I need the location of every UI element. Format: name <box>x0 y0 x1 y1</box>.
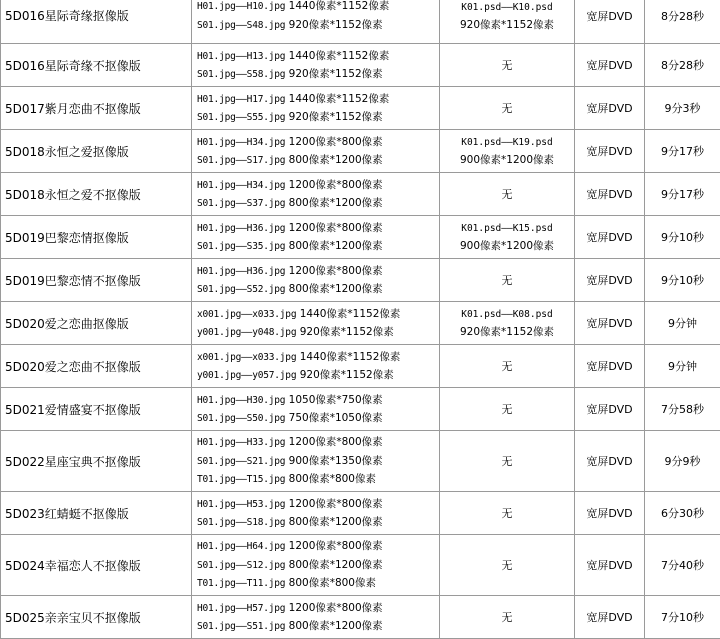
image-file-list <box>192 44 440 87</box>
file-range-line <box>197 599 439 618</box>
file-range-line <box>197 617 439 636</box>
file-resolution: 1440像素*1152像素 <box>289 93 390 105</box>
file-range-line <box>197 108 439 127</box>
file-range: H01.jpg——H34.jpg <box>197 180 285 191</box>
file-range-line <box>197 280 439 299</box>
file-resolution: 800像素*1200像素 <box>289 240 383 252</box>
file-range-line <box>197 0 439 16</box>
product-name: 5D016星际奇缘不抠像版 <box>1 44 192 87</box>
file-range-line <box>197 556 439 575</box>
file-range-line <box>197 151 439 170</box>
file-range-line <box>197 452 439 471</box>
psd-files <box>440 302 575 345</box>
product-name: 5D024幸福恋人不抠像版 <box>1 535 192 596</box>
image-file-list <box>192 388 440 431</box>
psd-text: 无 <box>502 611 513 624</box>
video-format: 宽屏DVD <box>575 596 645 639</box>
file-resolution: 800像素*1200像素 <box>289 620 383 632</box>
table-row <box>1 87 720 130</box>
product-name: 5D016星际奇缘抠像版 <box>1 0 192 44</box>
file-range: T01.jpg——T15.jpg <box>197 474 285 485</box>
table-row <box>1 596 720 639</box>
video-format: 宽屏DVD <box>575 44 645 87</box>
file-range-line <box>197 495 439 514</box>
psd-text: 无 <box>502 102 513 115</box>
file-resolution: 900像素*1350像素 <box>289 455 383 467</box>
psd-none <box>440 505 574 521</box>
file-range: S01.jpg——S58.jpg <box>197 69 285 80</box>
file-resolution: 1050像素*750像素 <box>289 394 383 406</box>
psd-line <box>440 305 574 323</box>
video-duration: 7分40秒 <box>645 535 720 596</box>
image-file-list <box>192 345 440 388</box>
product-name: 5D018永恒之爱抠像版 <box>1 130 192 173</box>
file-range: y001.jpg——y048.jpg <box>197 327 296 338</box>
psd-text: 无 <box>502 360 513 373</box>
file-resolution: 920像素*1152像素 <box>289 19 383 31</box>
file-resolution: 750像素*1050像素 <box>289 412 383 424</box>
psd-files <box>440 130 575 173</box>
file-range-line <box>197 574 439 593</box>
table-row <box>1 431 720 492</box>
psd-none <box>440 272 574 288</box>
product-name: 5D020爱之恋曲不抠像版 <box>1 345 192 388</box>
file-range: S01.jpg——S12.jpg <box>197 560 285 571</box>
psd-text: 900像素*1200像素 <box>460 240 554 252</box>
file-range-line <box>197 47 439 66</box>
product-name: 5D019巴黎恋情抠像版 <box>1 216 192 259</box>
product-name: 5D021爱情盛宴不抠像版 <box>1 388 192 431</box>
file-range: H01.jpg——H57.jpg <box>197 603 285 614</box>
video-format: 宽屏DVD <box>575 173 645 216</box>
table-row <box>1 44 720 87</box>
file-range-line <box>197 470 439 489</box>
psd-text: 920像素*1152像素 <box>460 19 554 31</box>
video-duration: 9分10秒 <box>645 216 720 259</box>
psd-text: K01.psd——K10.psd <box>461 2 553 13</box>
video-duration: 9分9秒 <box>645 431 720 492</box>
file-resolution: 1200像素*800像素 <box>289 265 383 277</box>
file-range-line <box>197 305 439 324</box>
file-range: H01.jpg——H64.jpg <box>197 541 285 552</box>
psd-text: 无 <box>502 559 513 572</box>
file-range: H01.jpg——H36.jpg <box>197 223 285 234</box>
file-range: H01.jpg——H17.jpg <box>197 94 285 105</box>
image-file-list <box>192 87 440 130</box>
file-range-line <box>197 194 439 213</box>
file-range: S01.jpg——S18.jpg <box>197 517 285 528</box>
file-resolution: 920像素*1152像素 <box>289 111 383 123</box>
file-range-line <box>197 133 439 152</box>
psd-files <box>440 259 575 302</box>
file-resolution: 1200像素*800像素 <box>289 602 383 614</box>
file-range: S01.jpg——S17.jpg <box>197 155 285 166</box>
video-duration: 7分10秒 <box>645 596 720 639</box>
video-duration: 9分3秒 <box>645 87 720 130</box>
file-resolution: 1440像素*1152像素 <box>300 308 401 320</box>
table-row <box>1 0 720 44</box>
psd-text: 920像素*1152像素 <box>460 326 554 338</box>
image-file-list <box>192 302 440 345</box>
psd-files <box>440 345 575 388</box>
file-range-line <box>197 16 439 35</box>
psd-none <box>440 453 574 469</box>
table-row <box>1 388 720 431</box>
file-range: H01.jpg——H30.jpg <box>197 395 285 406</box>
table-row <box>1 535 720 596</box>
file-range: S01.jpg——S35.jpg <box>197 241 285 252</box>
psd-line <box>440 16 574 34</box>
psd-line <box>440 0 574 16</box>
file-range-line <box>197 90 439 109</box>
file-range-line <box>197 237 439 256</box>
video-format: 宽屏DVD <box>575 87 645 130</box>
file-range-line <box>197 409 439 428</box>
file-resolution: 1440像素*1152像素 <box>289 0 390 12</box>
video-format: 宽屏DVD <box>575 535 645 596</box>
file-range: S01.jpg——S50.jpg <box>197 413 285 424</box>
image-file-list <box>192 431 440 492</box>
table-row <box>1 345 720 388</box>
image-file-list <box>192 259 440 302</box>
psd-text: 900像素*1200像素 <box>460 154 554 166</box>
file-resolution: 800像素*800像素 <box>289 577 376 589</box>
table-row <box>1 259 720 302</box>
file-resolution: 1200像素*800像素 <box>289 540 383 552</box>
file-range: H01.jpg——H53.jpg <box>197 499 285 510</box>
file-range-line <box>197 219 439 238</box>
table-row <box>1 130 720 173</box>
image-file-list <box>192 535 440 596</box>
video-duration: 9分17秒 <box>645 130 720 173</box>
file-resolution: 800像素*1200像素 <box>289 154 383 166</box>
file-range: H01.jpg——H33.jpg <box>197 437 285 448</box>
video-duration: 7分58秒 <box>645 388 720 431</box>
psd-line <box>440 219 574 237</box>
file-resolution: 1440像素*1152像素 <box>300 351 401 363</box>
file-range-line <box>197 391 439 410</box>
product-name: 5D020爱之恋曲抠像版 <box>1 302 192 345</box>
file-resolution: 1440像素*1152像素 <box>289 50 390 62</box>
file-resolution: 1200像素*800像素 <box>289 136 383 148</box>
video-duration: 8分28秒 <box>645 44 720 87</box>
file-range: H01.jpg——H34.jpg <box>197 137 285 148</box>
file-range-line <box>197 537 439 556</box>
psd-files <box>440 44 575 87</box>
file-range: S01.jpg——S51.jpg <box>197 621 285 632</box>
file-resolution: 800像素*1200像素 <box>289 559 383 571</box>
video-duration: 6分30秒 <box>645 492 720 535</box>
file-range: y001.jpg——y057.jpg <box>197 370 296 381</box>
image-file-list <box>192 173 440 216</box>
psd-files <box>440 431 575 492</box>
psd-files <box>440 596 575 639</box>
product-name: 5D022星座宝典不抠像版 <box>1 431 192 492</box>
psd-files <box>440 388 575 431</box>
psd-files <box>440 535 575 596</box>
psd-text: K01.psd——K15.psd <box>461 223 553 234</box>
psd-files <box>440 492 575 535</box>
file-range: x001.jpg——x033.jpg <box>197 352 296 363</box>
image-file-list <box>192 492 440 535</box>
file-range: T01.jpg——T11.jpg <box>197 578 285 589</box>
psd-files <box>440 0 575 44</box>
video-duration: 9分钟 <box>645 302 720 345</box>
psd-text: 无 <box>502 188 513 201</box>
product-name: 5D023红蜻蜓不抠像版 <box>1 492 192 535</box>
file-resolution: 920像素*1152像素 <box>300 326 394 338</box>
psd-files <box>440 87 575 130</box>
psd-line <box>440 151 574 169</box>
image-file-list <box>192 216 440 259</box>
file-range: S01.jpg——S48.jpg <box>197 20 285 31</box>
file-resolution: 1200像素*800像素 <box>289 179 383 191</box>
table-row <box>1 492 720 535</box>
psd-none <box>440 401 574 417</box>
file-resolution: 1200像素*800像素 <box>289 436 383 448</box>
video-format: 宽屏DVD <box>575 130 645 173</box>
psd-text: K01.psd——K19.psd <box>461 137 553 148</box>
file-range-line <box>197 65 439 84</box>
psd-none <box>440 186 574 202</box>
file-range-line <box>197 513 439 532</box>
product-name: 5D018永恒之爱不抠像版 <box>1 173 192 216</box>
psd-text: 无 <box>502 59 513 72</box>
psd-none <box>440 358 574 374</box>
psd-none <box>440 557 574 573</box>
file-range: S01.jpg——S21.jpg <box>197 456 285 467</box>
psd-files <box>440 216 575 259</box>
image-file-list <box>192 0 440 44</box>
file-range: S01.jpg——S37.jpg <box>197 198 285 209</box>
table-row <box>1 216 720 259</box>
file-resolution: 920像素*1152像素 <box>300 369 394 381</box>
image-file-list <box>192 130 440 173</box>
file-range-line <box>197 366 439 385</box>
psd-line <box>440 323 574 341</box>
file-range-line <box>197 323 439 342</box>
file-resolution: 800像素*800像素 <box>289 473 376 485</box>
psd-line <box>440 133 574 151</box>
video-format: 宽屏DVD <box>575 345 645 388</box>
video-duration: 9分10秒 <box>645 259 720 302</box>
video-format: 宽屏DVD <box>575 302 645 345</box>
product-name: 5D025亲亲宝贝不抠像版 <box>1 596 192 639</box>
psd-text: K01.psd——K08.psd <box>461 309 553 320</box>
psd-files <box>440 173 575 216</box>
image-file-list <box>192 596 440 639</box>
file-range: x001.jpg——x033.jpg <box>197 309 296 320</box>
file-range: H01.jpg——H36.jpg <box>197 266 285 277</box>
table-row <box>1 173 720 216</box>
file-resolution: 920像素*1152像素 <box>289 68 383 80</box>
file-range-line <box>197 262 439 281</box>
video-format: 宽屏DVD <box>575 216 645 259</box>
file-range: S01.jpg——S55.jpg <box>197 112 285 123</box>
file-range: H01.jpg——H10.jpg <box>197 1 285 12</box>
table-row <box>1 302 720 345</box>
video-duration: 8分28秒 <box>645 0 720 44</box>
psd-text: 无 <box>502 507 513 520</box>
video-format: 宽屏DVD <box>575 431 645 492</box>
video-format: 宽屏DVD <box>575 259 645 302</box>
file-range: S01.jpg——S52.jpg <box>197 284 285 295</box>
file-resolution: 800像素*1200像素 <box>289 283 383 295</box>
psd-text: 无 <box>502 403 513 416</box>
file-resolution: 800像素*1200像素 <box>289 516 383 528</box>
psd-text: 无 <box>502 274 513 287</box>
video-format: 宽屏DVD <box>575 388 645 431</box>
video-format: 宽屏DVD <box>575 0 645 44</box>
file-range-line <box>197 433 439 452</box>
video-duration: 9分17秒 <box>645 173 720 216</box>
psd-line <box>440 237 574 255</box>
file-range-line <box>197 348 439 367</box>
psd-none <box>440 609 574 625</box>
product-name: 5D019巴黎恋情不抠像版 <box>1 259 192 302</box>
file-range: H01.jpg——H13.jpg <box>197 51 285 62</box>
video-format: 宽屏DVD <box>575 492 645 535</box>
product-name: 5D017紫月恋曲不抠像版 <box>1 87 192 130</box>
file-range-line <box>197 176 439 195</box>
file-resolution: 1200像素*800像素 <box>289 498 383 510</box>
file-resolution: 800像素*1200像素 <box>289 197 383 209</box>
psd-text: 无 <box>502 455 513 468</box>
psd-none <box>440 100 574 116</box>
psd-none <box>440 57 574 73</box>
video-duration: 9分钟 <box>645 345 720 388</box>
file-resolution: 1200像素*800像素 <box>289 222 383 234</box>
